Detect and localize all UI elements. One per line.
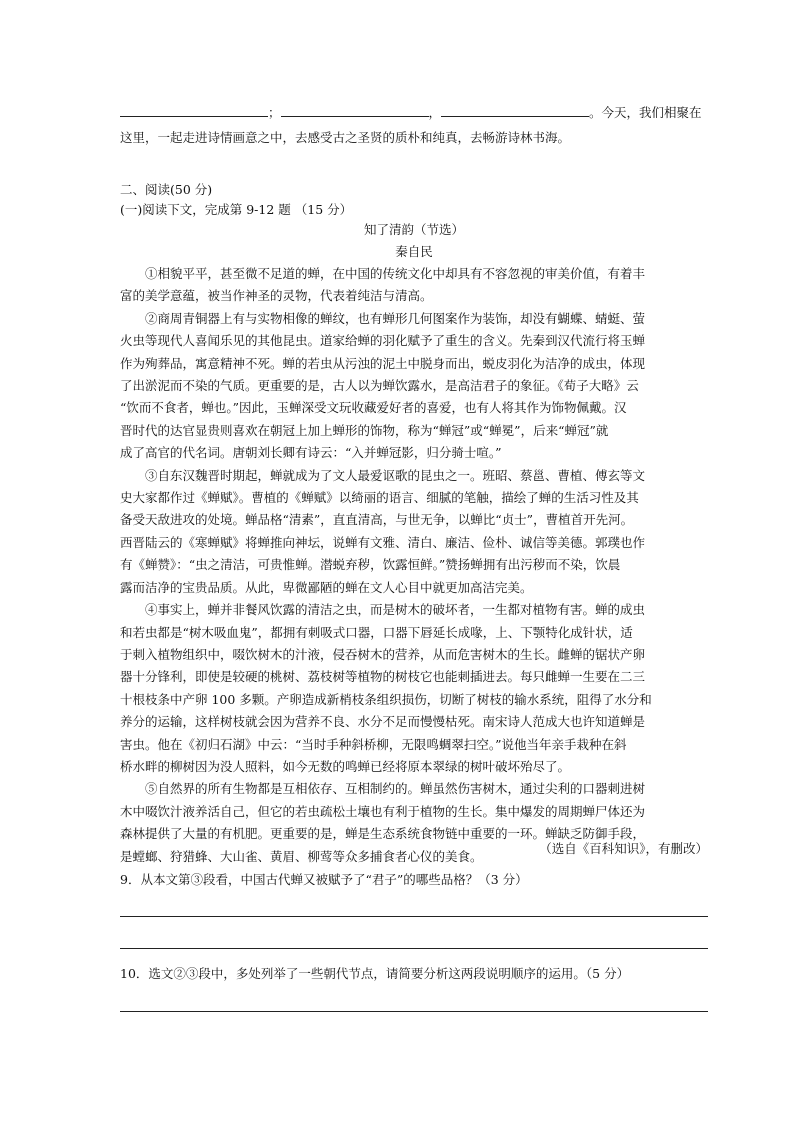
- body-line: 西晋陆云的《寒蝉赋》将蝉推向神坛，说蝉有文雅、清白、廉洁、俭朴、诚信等美德。郭璞也作: [120, 534, 646, 550]
- body-line: 火虫等现代人喜闻乐见的其他昆虫。道家给蝉的羽化赋予了重生的含义。先秦到汉代流行将玉蝉: [120, 333, 646, 349]
- answer-line-9b[interactable]: [120, 948, 708, 949]
- question-9: 9．从本文第③段看，中国古代蝉又被赋予了“君子”的哪些品格？（3 分）: [120, 872, 528, 887]
- article-source: （选自《百科知识》，有删改）: [539, 841, 708, 856]
- body-line: ③自东汉魏晋时期起，蝉就成为了文人最爱讴歌的昆虫之一。班昭、蔡邕、曹植、傅玄等文: [145, 467, 646, 483]
- section-subtitle: (一)阅读下文，完成第 9-12 题 （15 分）: [120, 202, 353, 217]
- body-line: 了出淤泥而不染的气质。更重要的是，古人以为蝉饮露水，是高洁君子的象征。《荀子大略》云: [120, 378, 639, 394]
- body-line: ①相貌平平，甚至微不足道的蝉，在中国的传统文化中却具有不容忽视的审美价值，有着丰: [145, 266, 646, 281]
- body-line: 晋时代的达官显贵则喜欢在朝冠上加上蝉形的饰物，称为“蝉冠”或“蝉冕”，后来“蝉冠”就: [120, 422, 609, 438]
- body-line: 养分的运输，这样树枝就会因为营养不良、水分不足而慢慢枯死。南宋诗人范成大也许知道蝉是: [120, 714, 646, 730]
- fill-in-tail: 。今天，我们相聚在: [589, 105, 702, 120]
- body-line: 十根枝条中产卵 100 多颗。产卵造成新梢枝条组织损伤，切断了树枝的输水系统，阻得了水分和: [120, 691, 652, 707]
- body-line: 有《蝉赞》：“虫之清洁，可贵惟蝉。潜蜕弃秽，饮露恒鲜。”赞扬蝉拥有出污秽而不染，饮晨: [120, 557, 621, 573]
- body-line: 史大家都作过《蝉赋》。曹植的《蝉赋》以绮丽的语言、细腻的笔触，描绘了蝉的生活习性及其: [120, 490, 639, 506]
- section-title: 二、阅读(50 分): [120, 182, 213, 197]
- body-line: 是螳螂、狩猎蜂、大山雀、黄眉、柳莺等众多捕食者心仪的美食。: [120, 848, 483, 864]
- body-line: 成了高官的代名词。唐朝刘长卿有诗云：“入并蝉冠影，归分骑士喧。”: [120, 445, 502, 461]
- body-line: ④事实上，蝉并非餐风饮露的清洁之虫，而是树木的破坏者，一生都对植物有害。蝉的成虫: [145, 602, 646, 618]
- body-line: 害虫。他在《初归石湖》中云：“当时手种斜桥柳，无限鸣蜩翠扫空。”说他当年亲手栽种在斜: [120, 736, 627, 752]
- answer-blank-3[interactable]: [441, 104, 589, 117]
- body-line: ⑤自然界的所有生物都是互相依存、互相制约的。蝉虽然伤害树木，通过尖利的口器刺进树: [145, 781, 646, 797]
- question-10: 10．选文②③段中，多处列举了一些朝代节点，请简要分析这两段说明顺序的运用。（5 分）: [120, 966, 630, 981]
- body-line: 于刺入植物组织中，啜饮树木的汁液，侵吞树木的营养，从而危害树木的生长。雌蝉的锯状产卵: [120, 646, 646, 662]
- article-body: [120, 263, 710, 868]
- article-author: 秦自民: [395, 244, 433, 259]
- separator-2: ，: [428, 105, 442, 120]
- body-line: 富的美学意蕴，被当作神圣的灵物，代表着纯洁与清高。: [120, 288, 433, 304]
- answer-line-10a[interactable]: [120, 1011, 708, 1012]
- answer-blank-2[interactable]: [281, 104, 429, 117]
- body-line: 木中啜饮汁液养活自己，但它的若虫疏松土壤也有利于植物的生长。集中爆发的周期蝉尸体还为: [120, 803, 646, 819]
- intro-line-2: 这里，一起走进诗情画意之中，去感受古之圣贤的质朴和纯真，去畅游诗林书海。: [120, 130, 571, 145]
- body-line: 和若虫都是“树木吸血鬼”，都拥有刺吸式口器，口器下唇延长成喙，上、下颚特化成针状，适: [120, 624, 633, 640]
- body-line: 桥水畔的柳树因为没人照料，如今无数的鸣蝉已经将原本翠绿的树叶破坏殆尽了。: [120, 758, 571, 774]
- body-line: 器十分锋利，即使是较硬的桃树、荔枝树等植物的树枝它也能刺插进去。每只雌蝉一生要在二三: [120, 669, 646, 685]
- article-title: 知了清韵（节选）: [363, 222, 464, 237]
- separator-1: ；: [268, 105, 281, 120]
- body-line: 备受天敌进攻的处境。蝉品格“清素”，直直清高，与世无争，以蝉比“贞士”，曹植首开先河。: [120, 512, 634, 528]
- fill-in-line: [120, 104, 710, 121]
- answer-blank-1[interactable]: [120, 104, 268, 117]
- body-line: 森林提供了大量的有机肥。更重要的是，蝉是生态系统食物链中重要的一环。蝉缺乏防御手段，: [120, 826, 646, 842]
- body-line: 作为殉葬品，寓意精神不死。蝉的若虫从污浊的泥土中脱身而出，蜕皮羽化为洁净的成虫，体现: [120, 355, 646, 371]
- body-line: 露而洁净的宝贵品质。从此，卑微鄙陋的蝉在文人心目中就更加高洁完美。: [120, 579, 533, 595]
- answer-line-9a[interactable]: [120, 916, 708, 917]
- body-line: ②商周青铜器上有与实物相像的蝉纹，也有蝉形几何图案作为装饰，却没有蝴蝶、蜻蜓、萤: [145, 310, 646, 326]
- body-line: “饮而不食者，蝉也。”因此，玉蝉深受文玩收藏爱好者的喜爱，也有人将其作为饰物佩戴。汉: [120, 400, 627, 416]
